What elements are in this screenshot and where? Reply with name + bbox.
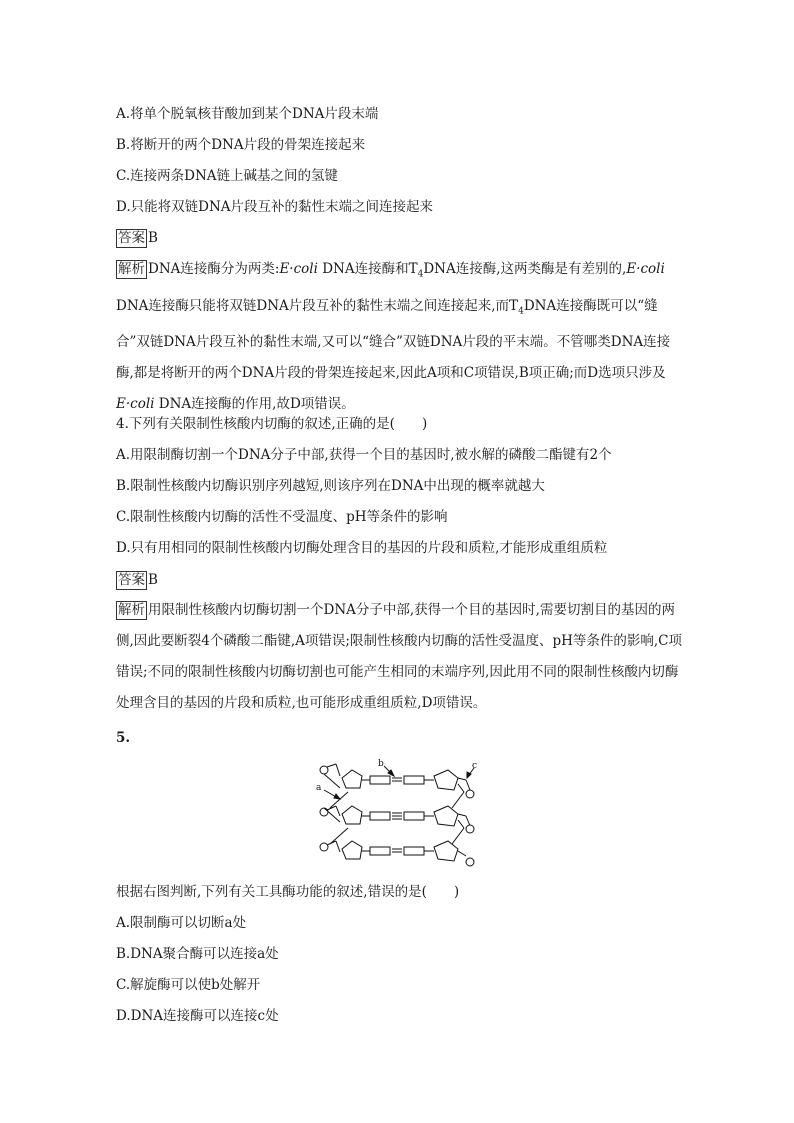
q5-option-d: D.DNA连接酶可以连接c处 [116,1008,279,1024]
phosphate-circle [466,858,474,866]
q4-option-b: B.限制性核酸内切酶识别序列越短,则该序列在DNA中出现的概率就越大 [116,478,545,494]
base-rect [370,847,390,855]
q4-answer [116,570,158,590]
phosphate-circle [466,790,474,798]
q3-option-d: D.只能将双链DNA片段互补的黏性末端之间连接起来 [116,199,434,215]
answer-tag: 答案 [118,230,145,246]
q4-explanation: 解析 用限制性核酸内切酶切割一个DNA分子中部,获得一个目的基因时,需要切割目的基因的两侧,因此要断裂4个磷酸二酯键,A项错误;限制性核酸内切酶的活性受温度、pH等条件的影响,C项错误;不同的限制性核酸内切酶切割也可能产生相同的末端序列,因此用不同的限制性核酸内切酶处理含目的基因的片段和质粒,也可能形成重组质粒,D项错误。 [116,602,683,711]
base-rect [370,776,390,784]
dna-structure-diagram [312,756,488,872]
base-rect [404,812,424,820]
q4-option-c: C.限制性核酸内切酶的活性不受温度、pH等条件的影响 [116,509,448,525]
q5-option-a: A.限制酶可以切断a处 [116,915,247,931]
explanation-tag: 解析 [118,602,145,618]
deoxyribose-pentagon [342,770,362,788]
q3-option-c: C.连接两条DNA链上碱基之间的氢键 [116,168,339,184]
q4-stem: 4.下列有关限制性核酸内切酶的叙述,正确的是( ) [116,416,428,432]
q5-number: 5. [116,730,131,746]
q5-option-b: B.DNA聚合酶可以连接a处 [116,946,279,962]
q5-stem: 根据右图判断,下列有关工具酶功能的叙述,错误的是( ) [116,884,460,900]
phosphate-circle [320,766,328,774]
base-rect [404,847,424,855]
label-b: b [378,759,384,769]
deoxyribose-pentagon [434,770,458,790]
deoxyribose-pentagon [434,841,458,861]
q5-option-c: C.解旋酶可以使b处解开 [116,977,261,993]
q3-option-b: B.将断开的两个DNA片段的骨架连接起来 [116,137,366,153]
base-rect [404,776,424,784]
answer-value: B [148,572,158,588]
answer-tag: 答案 [118,572,145,588]
answer-value: B [148,230,158,246]
q3-option-a: A.将单个脱氧核苷酸加到某个DNA片段末端 [116,106,379,122]
phosphate-circle [466,825,474,833]
q3-answer [116,228,158,248]
base-rect [370,812,390,820]
q4-option-a: A.用限制酶切割一个DNA分子中部,获得一个目的基因时,被水解的磷酸二酯键有2个 [116,447,612,463]
explanation-tag: 解析 [118,261,145,277]
deoxyribose-pentagon [342,841,362,859]
label-c: c [472,761,478,771]
phosphate-circle [320,808,328,816]
phosphate-circle [320,843,328,851]
deoxyribose-pentagon [434,806,458,826]
q3-explanation: 解析 DNA连接酶分为两类:E·coli DNA连接酶和$T_4DNA$连接酶,这两类酶是有差别的,E·coli DNA连接酶只能将双链DNA片段互补的黏性末端之间连接起来,而$T_4DNA$连接酶既可以“缝合”双链DNA片段互补的黏性末端,又可以“缝合”双链DNA片段的平末端。不管哪类DNA连接酶,都是将断开的两个DNA片段的骨架连接起来,因此A项和C项错误,B项正确;而D选项只涉及E·coli DNA连接酶的作用,故D项错误。 [116,261,671,413]
q4-option-d: D.只有用相同的限制性核酸内切酶处理含目的基因的片段和质粒,才能形成重组质粒 [116,540,608,556]
label-a: a [316,783,322,793]
deoxyribose-pentagon [342,806,362,824]
